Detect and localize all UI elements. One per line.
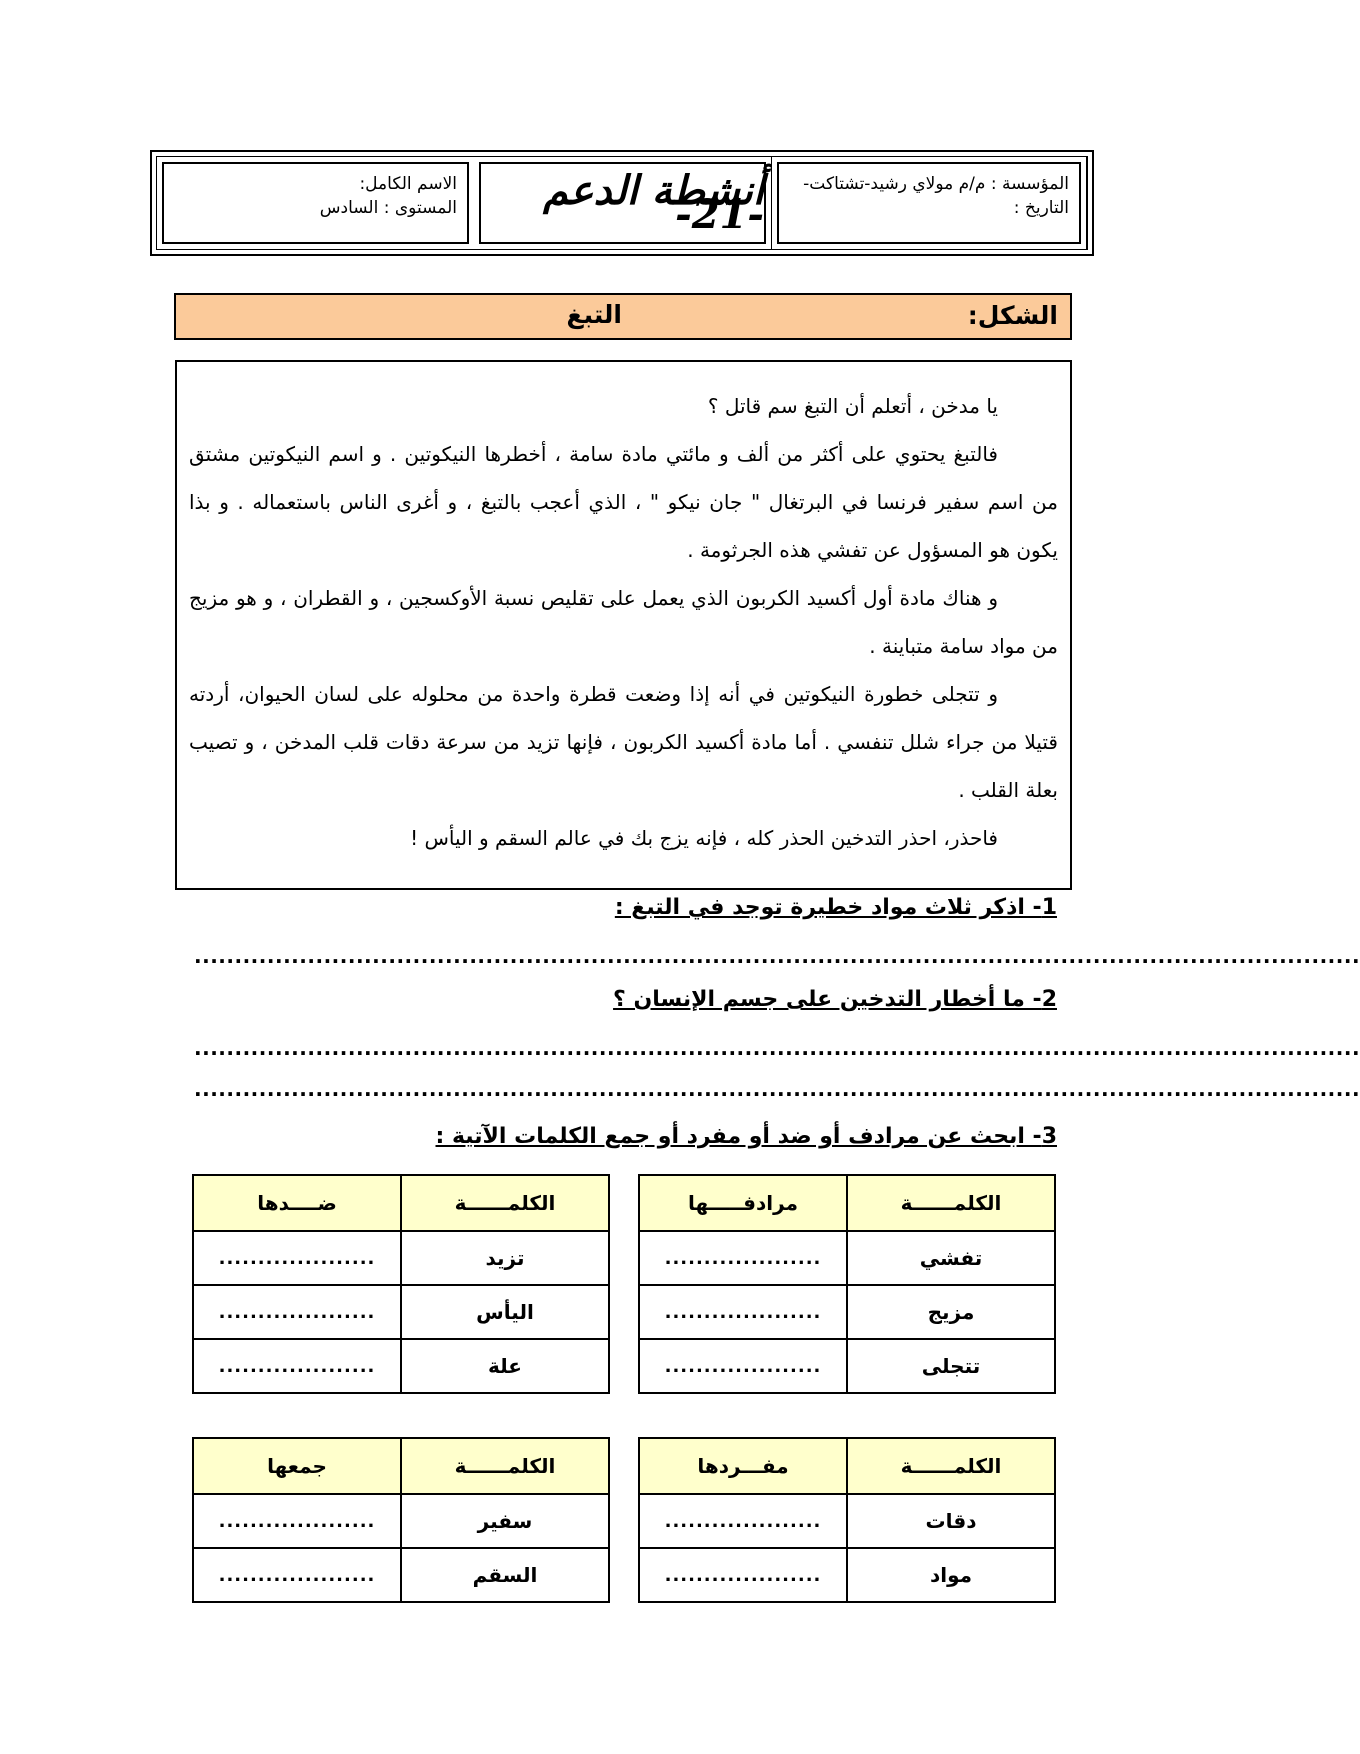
text-paragraph-5: فاحذر، احذر التدخين الحذر كله ، فإنه يزج بك في عالم السقم و اليأس ! [410, 826, 998, 850]
word-cell: تتجلى [847, 1339, 1055, 1393]
col-header-word: الكلمــــــة [847, 1175, 1055, 1231]
text-paragraph-4: و تتجلى خطورة النيكوتين في أنه إذا وضعت قطرة واحدة من محلوله على لسان الحيوان، أردته قتيلا من جراء شلل تنفسي . أما مادة أكسيد الكربون ، فإنها تزيد من سرعة دقات قلب المدخن ، و تصيب بعلة القلب . [189, 682, 1058, 802]
table-row [639, 1548, 1055, 1602]
col-header-word: الكلمــــــة [401, 1438, 609, 1494]
question-2: 2- ما أخطار التدخين على جسم الإنسان ؟ [613, 987, 1057, 1012]
word-cell: مواد [847, 1548, 1055, 1602]
question-3: 3- ابحث عن مرادف أو ضد أو مفرد أو جمع الكلمات الآتية : [435, 1124, 1057, 1149]
table-row [193, 1548, 609, 1602]
subject-bar [174, 293, 1072, 340]
col-header-antonym: ضــــدها [193, 1175, 401, 1231]
table-row [639, 1285, 1055, 1339]
table-row [639, 1494, 1055, 1548]
col-header-word: الكلمــــــة [401, 1175, 609, 1231]
answer-cell[interactable]: .................... [639, 1285, 847, 1339]
answer-cell[interactable]: .................... [639, 1231, 847, 1285]
table-row [639, 1339, 1055, 1393]
answer-cell[interactable]: .................... [193, 1285, 401, 1339]
answer-line-2[interactable]: ................................................................................................................................................ [194, 1036, 1360, 1060]
antonyms-table [192, 1174, 610, 1394]
question-1: 1- اذكر ثلاث مواد خطيرة توجد في التبغ : [614, 895, 1057, 920]
table-row [193, 1231, 609, 1285]
header-center-cell [474, 157, 772, 249]
word-cell: دقات [847, 1494, 1055, 1548]
title-box [479, 162, 766, 244]
col-header-word: الكلمــــــة [847, 1438, 1055, 1494]
school-info-box [777, 162, 1081, 244]
table-header-row [193, 1438, 609, 1494]
answer-cell[interactable]: .................... [193, 1494, 401, 1548]
word-cell: تزيد [401, 1231, 609, 1285]
answer-line-1[interactable]: ................................................................................................................................................ [194, 944, 1360, 968]
col-header-synonym: مرادفـــــها [639, 1175, 847, 1231]
word-cell: تفشي [847, 1231, 1055, 1285]
answer-cell[interactable]: .................... [639, 1339, 847, 1393]
table-row [193, 1339, 609, 1393]
table-row [193, 1285, 609, 1339]
header-inner [156, 156, 1088, 250]
word-cell: علة [401, 1339, 609, 1393]
level-label: المستوى : السادس [319, 198, 457, 218]
synonyms-table [638, 1174, 1056, 1394]
table-header-row [639, 1438, 1055, 1494]
plurals-table [192, 1437, 610, 1603]
subject-label: الشكل: [967, 301, 1058, 330]
col-header-plural: جمعها [193, 1438, 401, 1494]
text-paragraph-2: فالتبغ يحتوي على أكثر من ألف و مائتي مادة سامة ، أخطرها النيكوتين . و اسم النيكوتين مشتق من اسم سفير فرنسا في البرتغال " جان نيكو " ، الذي أعجب بالتبغ ، و أغرى الناس باستعماله . و بذا يكون هو المسؤول عن تفشي هذه الجرثومة . [189, 442, 1058, 562]
answer-cell[interactable]: .................... [193, 1548, 401, 1602]
date-label: التاريخ : [1013, 198, 1069, 218]
header-right-cell [772, 157, 1087, 249]
word-cell: سفير [401, 1494, 609, 1548]
word-cell: السقم [401, 1548, 609, 1602]
subject-topic: التبغ [566, 300, 622, 329]
answer-cell[interactable]: .................... [639, 1494, 847, 1548]
worksheet-title: أنشطة الدعم -21- [543, 167, 764, 238]
table-header-row [639, 1175, 1055, 1231]
text-paragraph-3: و هناك مادة أول أكسيد الكربون الذي يعمل على تقليص نسبة الأوكسجين ، و القطران ، و هو مزيج من مواد سامة متباينة . [189, 586, 1058, 658]
header-left-cell [157, 157, 474, 249]
singulars-table [638, 1437, 1056, 1603]
table-row [639, 1231, 1055, 1285]
col-header-singular: مفـــردها [639, 1438, 847, 1494]
table-header-row [193, 1175, 609, 1231]
answer-cell[interactable]: .................... [193, 1339, 401, 1393]
name-label: الاسم الكامل: [359, 174, 457, 194]
reading-text-box [175, 360, 1072, 890]
text-paragraph-1: يا مدخن ، أتعلم أن التبغ سم قاتل ؟ [707, 394, 998, 418]
answer-cell[interactable]: .................... [639, 1548, 847, 1602]
answer-line-3[interactable]: ................................................................................................................................................ [194, 1077, 1360, 1101]
word-cell: مزيج [847, 1285, 1055, 1339]
student-info-box [162, 162, 469, 244]
table-row [193, 1494, 609, 1548]
school-name: المؤسسة : م/م مولاي رشيد-تشتاكت- [803, 174, 1069, 194]
header-frame [150, 150, 1094, 256]
answer-cell[interactable]: .................... [193, 1231, 401, 1285]
word-cell: اليأس [401, 1285, 609, 1339]
